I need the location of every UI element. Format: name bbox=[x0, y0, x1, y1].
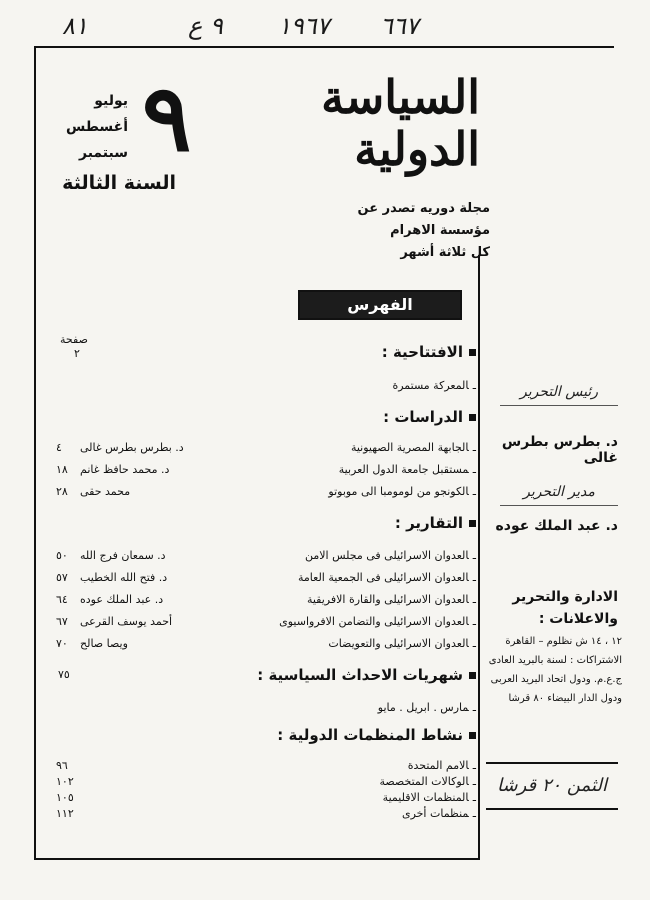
entry-title: ـالعدوان الاسرائيلى والتعويضات bbox=[328, 637, 476, 650]
column-divider bbox=[478, 255, 480, 860]
entry-page: ٧٠ bbox=[56, 637, 68, 650]
entry-title: ـمارس . ابريل . مايو bbox=[377, 701, 476, 714]
journal-title-line2: الدولية bbox=[354, 122, 480, 176]
entry-title: ـالعدوان الاسرائيلى فى مجلس الامن bbox=[305, 549, 476, 562]
bullet-square-icon bbox=[469, 520, 476, 527]
entry-title: ـالمعركة مستمرة bbox=[392, 379, 476, 392]
bullet-square-icon bbox=[469, 732, 476, 739]
page-column-label: صفحة bbox=[60, 333, 88, 346]
month-3: سبتمبر bbox=[78, 145, 128, 161]
year-label: السنة الثالثة bbox=[62, 172, 176, 194]
entry-title: ـمستقبل جامعة الدول العربية bbox=[338, 463, 476, 476]
entry-page: ١٨ bbox=[56, 463, 68, 476]
administration-details: ١٢ ، ١٤ ش نظلوم – القاهرة الاشتراكات : لسنة بالبريد العادى ج.ع.م. ودول اتحاد البريد العربى ودول الدار البيضاء ٨٠ قرشا bbox=[488, 636, 622, 704]
handwritten-middle: ٩ ع bbox=[188, 12, 223, 40]
page-number: ٢ bbox=[74, 347, 80, 360]
entry-page: ١١٢ bbox=[56, 807, 74, 820]
handwritten-right: ٦٦٧ bbox=[380, 12, 419, 40]
managing-editor-name: د. عبد الملك عوده bbox=[495, 518, 618, 534]
entry-page: ١٠٥ bbox=[56, 791, 74, 804]
contents-banner: الفهرس bbox=[298, 290, 462, 320]
issue-months bbox=[58, 88, 128, 166]
month-2: أغسطس bbox=[65, 119, 128, 135]
frame-left-rule bbox=[34, 46, 36, 860]
entry-author: د. محمد حافظ غانم bbox=[80, 463, 170, 476]
subtitle-line-2: مؤسسة الاهرام bbox=[390, 223, 490, 238]
entry-author: د. فتح الله الخطيب bbox=[80, 571, 168, 584]
entry-title: ـالعدوان الاسرائيلى والقارة الافريقية bbox=[306, 593, 476, 606]
handwritten-left: ٨١ bbox=[62, 12, 88, 40]
entry-title: ـالجابهة المصرية الصهيونية bbox=[350, 441, 476, 454]
journal-subtitle bbox=[300, 198, 490, 264]
frame-bottom-rule bbox=[34, 858, 480, 860]
divider bbox=[500, 405, 618, 406]
entry-author: ويصا صالح bbox=[80, 637, 128, 650]
section-heading-studies: الدراسات : bbox=[383, 408, 476, 426]
entry-author: أحمد يوسف القرعى bbox=[80, 615, 173, 628]
entry-title: ـالامم المتحدة bbox=[407, 759, 476, 772]
section-heading-int-orgs: نشاط المنظمات الدولية : bbox=[277, 726, 476, 744]
divider bbox=[500, 505, 618, 506]
section-heading-editorial: الافتتاحية : bbox=[382, 343, 476, 361]
section-heading-reports: التقارير : bbox=[395, 514, 476, 532]
price-label: الثمن ٢٠ قرشا bbox=[486, 762, 618, 810]
entry-title: ـالعدوان الاسرائيلى والتضامن الافرواسيوى bbox=[279, 615, 476, 628]
entry-title: ـالكونجو من لومومبا الى موبوتو bbox=[328, 485, 476, 498]
editor-in-chief-label: رئيس التحرير bbox=[520, 384, 598, 400]
entry-page: ٥٧ bbox=[56, 571, 68, 584]
entry-author: د. بطرس بطرس غالى bbox=[80, 441, 184, 454]
entry-page: ٢٨ bbox=[56, 485, 68, 498]
entry-page: ١٠٢ bbox=[56, 775, 74, 788]
entry-author: د. سمعان فرج الله bbox=[80, 549, 166, 562]
subtitle-line-1: مجلة دوريه تصدر عن bbox=[357, 201, 490, 216]
entry-page: ٦٧ bbox=[56, 615, 68, 628]
month-1: يوليو bbox=[94, 93, 128, 109]
entry-page: ٤ bbox=[56, 441, 62, 454]
administration-heading: الادارة والتحرير والاعلانات : bbox=[512, 589, 618, 627]
editor-in-chief-name: د. بطرس بطرس غالى bbox=[501, 434, 618, 466]
issue-number: ٩ bbox=[142, 64, 192, 172]
frame-top-rule bbox=[34, 46, 614, 48]
entry-page: ٦٤ bbox=[56, 593, 68, 606]
handwritten-year: ١٩٦٧ bbox=[278, 12, 330, 40]
subtitle-line-3: كل ثلاثة أشهر bbox=[400, 245, 490, 260]
bullet-square-icon bbox=[469, 349, 476, 356]
entry-author: د. عبد الملك عوده bbox=[80, 593, 164, 606]
bullet-square-icon bbox=[469, 414, 476, 421]
entry-title: ـمنظمات أخرى bbox=[401, 807, 476, 820]
journal-title-line1: السياسة bbox=[321, 70, 480, 124]
page-number: ٧٥ bbox=[58, 668, 70, 681]
entry-title: ـالمنظمات الاقليمية bbox=[382, 791, 476, 804]
entry-author: محمد حقى bbox=[80, 485, 131, 498]
entry-page: ٩٦ bbox=[56, 759, 68, 772]
entry-page: ٥٠ bbox=[56, 549, 68, 562]
bullet-square-icon bbox=[469, 672, 476, 679]
section-heading-monthly-events: شهريات الاحداث السياسية : bbox=[257, 666, 476, 684]
managing-editor-label: مدير التحرير bbox=[523, 484, 595, 500]
entry-title: ـالعدوان الاسرائيلى فى الجمعية العامة bbox=[298, 571, 476, 584]
entry-title: ـالوكالات المتخصصة bbox=[379, 775, 476, 788]
